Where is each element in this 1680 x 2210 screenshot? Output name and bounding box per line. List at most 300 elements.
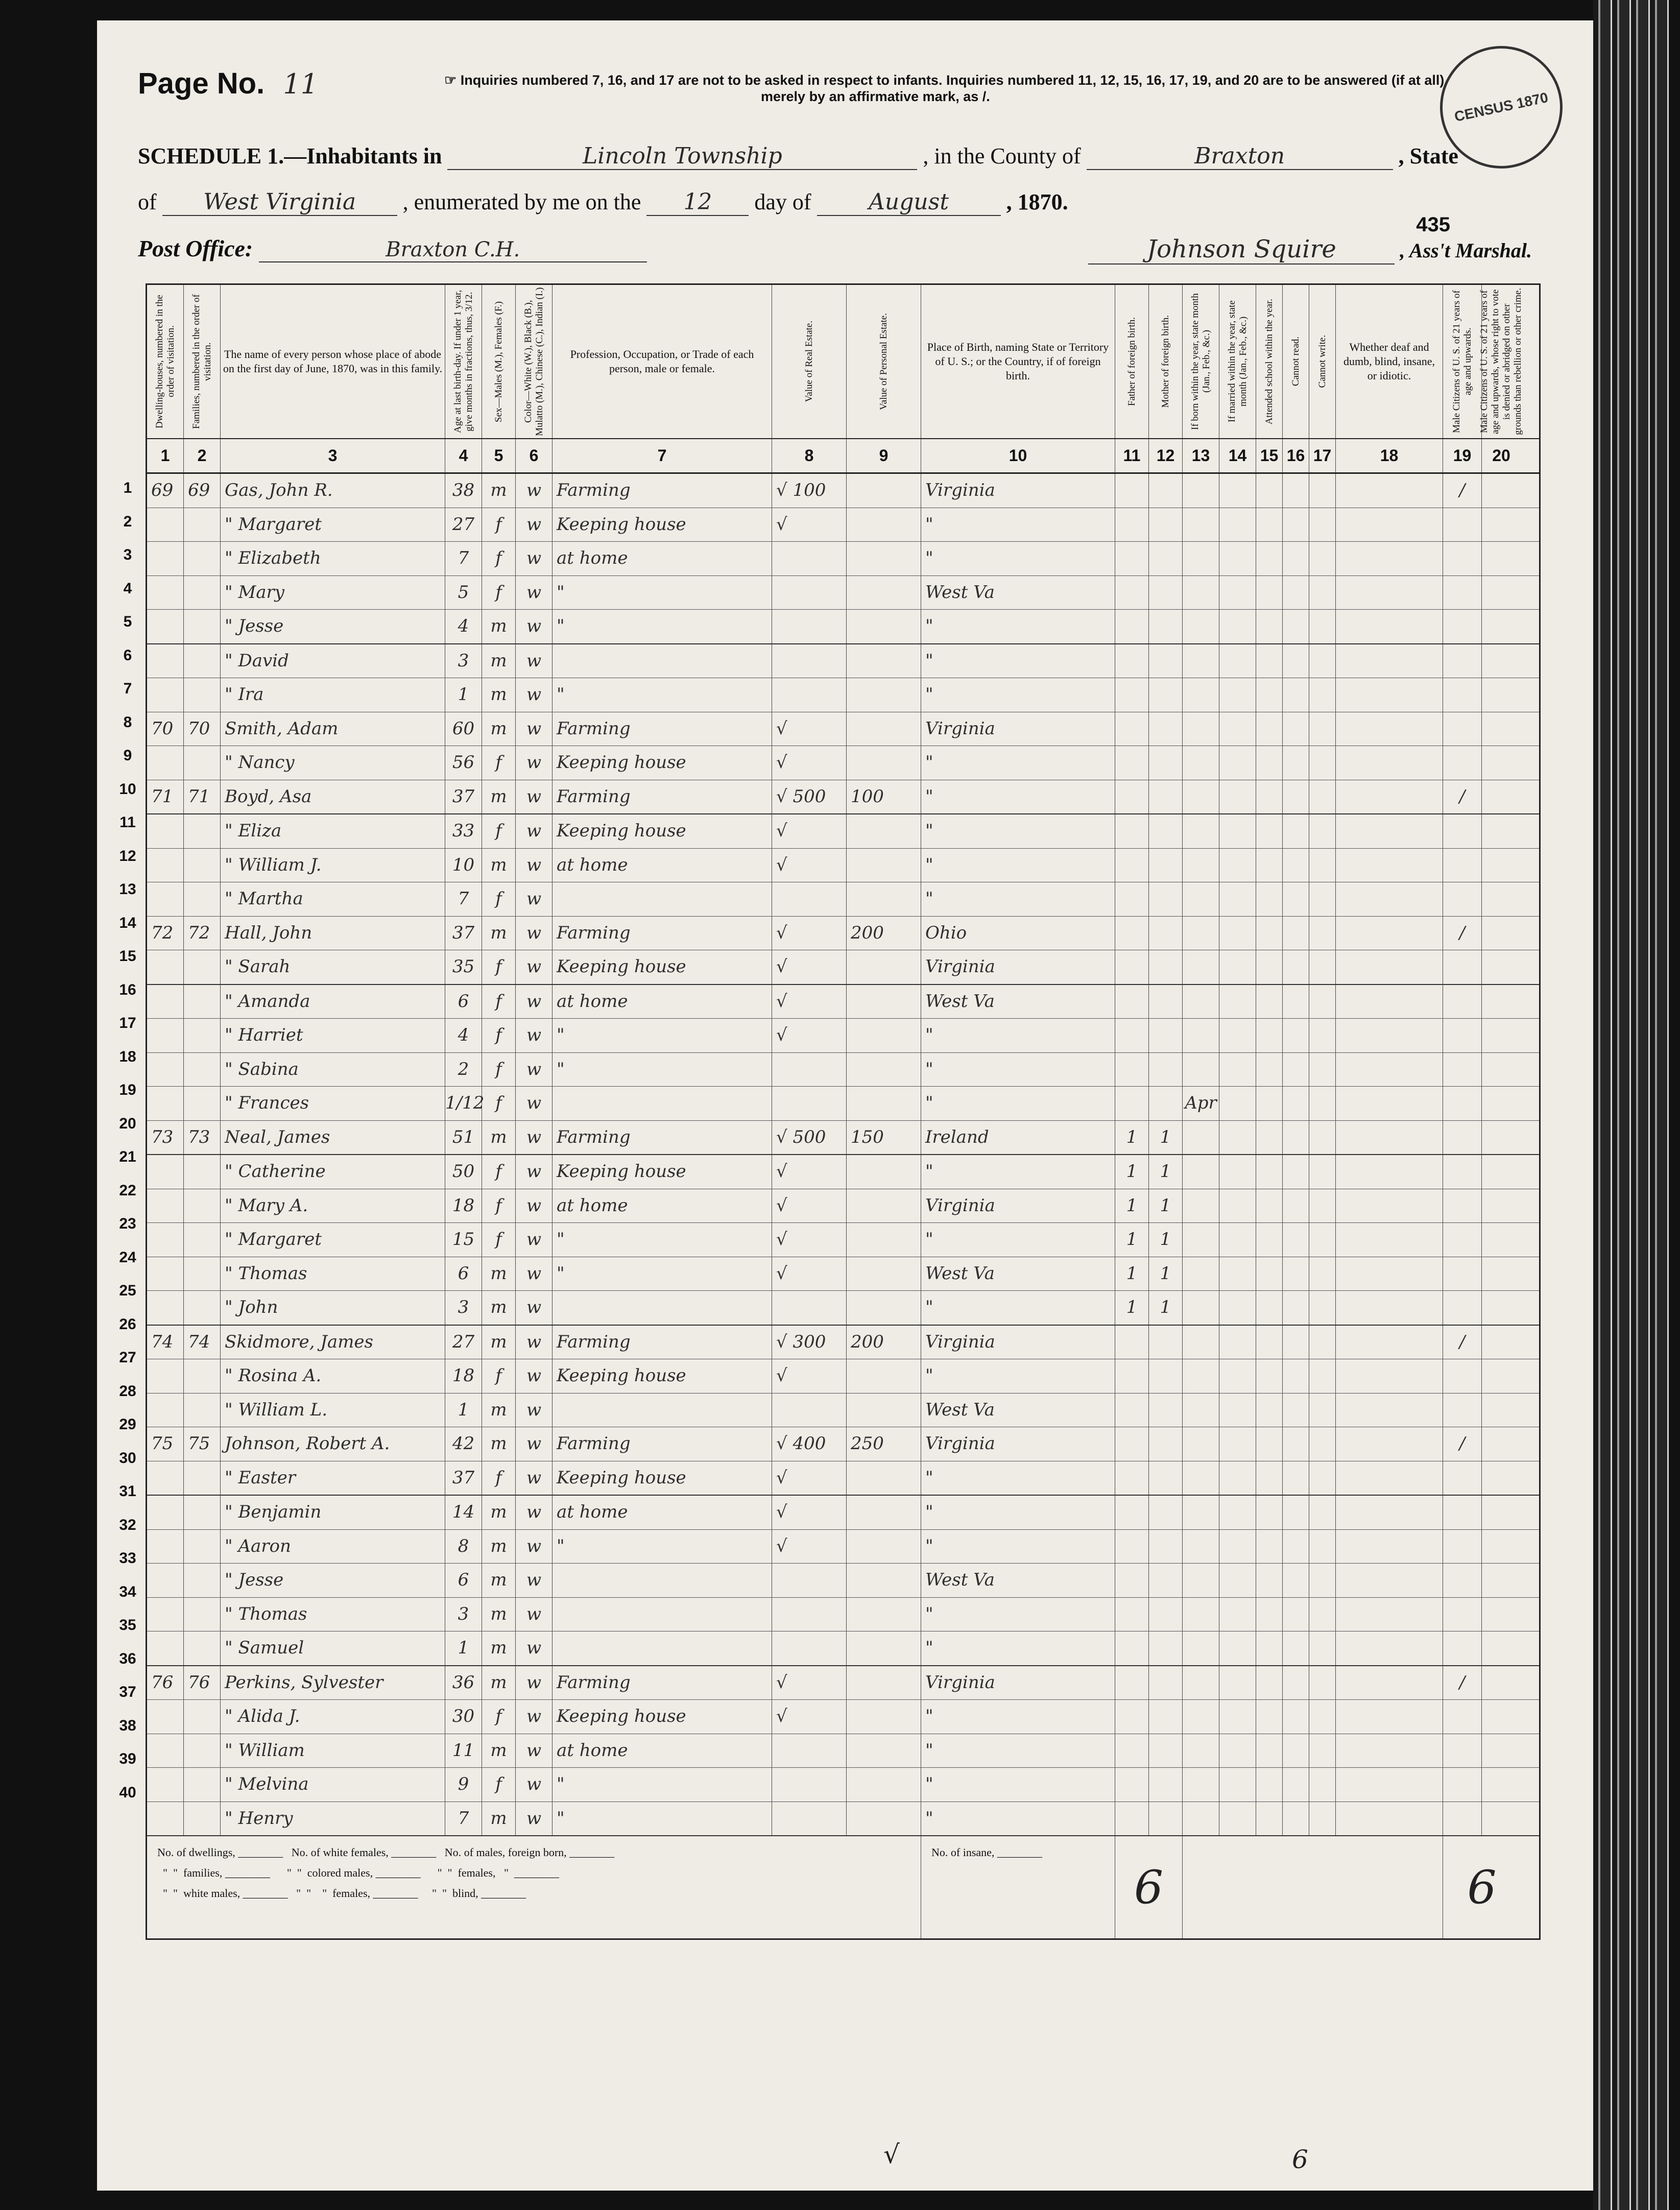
cell-2: [184, 1461, 221, 1495]
cell-3: " William L.: [221, 1394, 445, 1427]
cell-12: [1149, 474, 1183, 508]
cell-19: [1443, 1631, 1482, 1665]
cell-7: Farming: [553, 917, 772, 950]
cell-9: [847, 1257, 921, 1291]
cell-15: [1256, 1189, 1283, 1223]
cell-2: [184, 1734, 221, 1768]
cell-2: [184, 1564, 221, 1597]
cell-7: ": [553, 1223, 772, 1257]
cell-5: f: [482, 1019, 516, 1052]
cell-20: [1482, 1155, 1521, 1189]
cell-10: ": [921, 1734, 1115, 1768]
cell-16: [1283, 917, 1309, 950]
cell-4: 3: [445, 1598, 482, 1631]
cell-12: [1149, 1461, 1183, 1495]
cell-4: 14: [445, 1496, 482, 1529]
cell-8: [772, 1394, 847, 1427]
cell-2: 71: [184, 780, 221, 814]
cell-11: [1115, 576, 1149, 610]
cell-10: Virginia: [921, 712, 1115, 746]
row-number-left: 35: [119, 1617, 136, 1634]
cell-3: " Catherine: [221, 1155, 445, 1189]
cell-5: f: [482, 882, 516, 916]
table-row: [147, 814, 1539, 849]
cell-20: [1482, 1257, 1521, 1291]
cell-9: [847, 1019, 921, 1052]
table-row: [147, 1802, 1539, 1837]
cell-4: 18: [445, 1189, 482, 1223]
cell-18: [1336, 1598, 1443, 1631]
cell-2: [184, 1223, 221, 1257]
column-number-1: 1: [147, 439, 184, 472]
cell-19: /: [1443, 917, 1482, 950]
cell-15: [1256, 1631, 1283, 1665]
cell-20: [1482, 1326, 1521, 1359]
cell-7: at home: [553, 542, 772, 575]
cell-5: f: [482, 1053, 516, 1087]
cell-7: [553, 1631, 772, 1665]
cell-9: [847, 1700, 921, 1734]
cell-14: [1219, 1598, 1256, 1631]
cell-8: √: [772, 1189, 847, 1223]
cell-11: 1: [1115, 1223, 1149, 1257]
cell-5: m: [482, 780, 516, 814]
table-body: [147, 474, 1539, 1836]
column-header-label: Mother of foreign birth.: [1160, 315, 1171, 408]
cell-11: [1115, 1326, 1149, 1359]
cell-8: √: [772, 950, 847, 984]
cell-2: [184, 1530, 221, 1564]
cell-1: 76: [147, 1666, 184, 1700]
column-number-row: [147, 439, 1539, 474]
cell-9: [847, 1666, 921, 1700]
cell-18: [1336, 1121, 1443, 1155]
cell-10: Virginia: [921, 474, 1115, 508]
cell-20: [1482, 474, 1521, 508]
cell-3: Neal, James: [221, 1121, 445, 1155]
cell-1: 73: [147, 1121, 184, 1155]
cell-13: [1183, 917, 1219, 950]
table-row: [147, 1189, 1539, 1223]
footer-parent-tally: 6: [1115, 1836, 1183, 1938]
cell-15: [1256, 985, 1283, 1019]
post-office-field: Braxton C.H.: [259, 238, 647, 262]
cell-19: [1443, 1121, 1482, 1155]
cell-19: [1443, 1768, 1482, 1801]
cell-18: [1336, 746, 1443, 780]
cell-9: 100: [847, 780, 921, 814]
table-row: [147, 1359, 1539, 1394]
cell-16: [1283, 1019, 1309, 1052]
cell-3: " Melvina: [221, 1768, 445, 1801]
cell-7: ": [553, 678, 772, 712]
cell-10: ": [921, 1019, 1115, 1052]
cell-4: 8: [445, 1530, 482, 1564]
cell-5: m: [482, 474, 516, 508]
cell-5: f: [482, 1087, 516, 1120]
column-number-14: 14: [1219, 439, 1256, 472]
row-number-left: 19: [119, 1082, 136, 1098]
cell-12: [1149, 1700, 1183, 1734]
cell-4: 37: [445, 780, 482, 814]
cell-2: [184, 542, 221, 575]
cell-7: Keeping house: [553, 746, 772, 780]
cell-20: [1482, 1598, 1521, 1631]
row-number-left: 23: [119, 1215, 136, 1232]
cell-5: f: [482, 746, 516, 780]
column-header-label: Sex—Males (M.), Females (F.): [493, 301, 504, 422]
cell-19: [1443, 1087, 1482, 1120]
cell-5: m: [482, 1631, 516, 1665]
cell-18: [1336, 1734, 1443, 1768]
cell-14: [1219, 1768, 1256, 1801]
row-number-left: 3: [123, 546, 132, 563]
cell-16: [1283, 1053, 1309, 1087]
cell-2: [184, 678, 221, 712]
cell-7: at home: [553, 849, 772, 882]
cell-15: [1256, 542, 1283, 575]
column-header-label: Color—White (W.), Black (B.), Mulatto (M.), Chinese (C.), Indian (I.): [522, 287, 545, 436]
cell-2: [184, 1189, 221, 1223]
cell-12: [1149, 1666, 1183, 1700]
cell-12: [1149, 1530, 1183, 1564]
cell-19: [1443, 849, 1482, 882]
cell-9: [847, 1394, 921, 1427]
cell-4: 7: [445, 882, 482, 916]
cell-19: [1443, 1700, 1482, 1734]
row-number-left: 38: [119, 1717, 136, 1734]
cell-2: [184, 1359, 221, 1393]
column-header-7: [553, 285, 772, 438]
table-row: [147, 678, 1539, 712]
day-field: 12: [646, 189, 749, 216]
cell-20: [1482, 1121, 1521, 1155]
cell-18: [1336, 1087, 1443, 1120]
cell-9: [847, 1802, 921, 1836]
cell-15: [1256, 576, 1283, 610]
cell-14: [1219, 917, 1256, 950]
table-row: [147, 474, 1539, 508]
cell-5: m: [482, 712, 516, 746]
cell-4: 1/12: [445, 1087, 482, 1120]
cell-2: [184, 746, 221, 780]
footer-blank: [1183, 1836, 1443, 1938]
cell-11: [1115, 1461, 1149, 1495]
cell-16: [1283, 882, 1309, 916]
cell-9: [847, 814, 921, 848]
cell-5: f: [482, 1223, 516, 1257]
cell-16: [1283, 849, 1309, 882]
cell-13: [1183, 1768, 1219, 1801]
cell-10: ": [921, 746, 1115, 780]
cell-13: [1183, 1326, 1219, 1359]
table-row: [147, 1631, 1539, 1666]
cell-5: m: [482, 1291, 516, 1325]
cell-10: ": [921, 1530, 1115, 1564]
cell-5: m: [482, 610, 516, 643]
cell-19: [1443, 1530, 1482, 1564]
township-field: Lincoln Township: [447, 143, 917, 170]
cell-5: m: [482, 1530, 516, 1564]
cell-6: w: [516, 1326, 553, 1359]
cell-2: [184, 950, 221, 984]
cell-9: [847, 1768, 921, 1801]
cell-19: [1443, 1564, 1482, 1597]
cell-16: [1283, 508, 1309, 542]
cell-2: 72: [184, 917, 221, 950]
table-row: [147, 1121, 1539, 1156]
row-number-left: 26: [119, 1315, 136, 1333]
cell-16: [1283, 746, 1309, 780]
table-row: [147, 1053, 1539, 1087]
cell-16: [1283, 1291, 1309, 1325]
cell-7: Farming: [553, 712, 772, 746]
census-stamp: CENSUS 1870: [1429, 35, 1574, 180]
cell-19: [1443, 1189, 1482, 1223]
cell-3: " Aaron: [221, 1530, 445, 1564]
cell-11: [1115, 610, 1149, 643]
cell-5: f: [482, 1700, 516, 1734]
cell-14: [1219, 1257, 1256, 1291]
cell-1: [147, 814, 184, 848]
cell-18: [1336, 1496, 1443, 1529]
cell-3: " Ira: [221, 678, 445, 712]
cell-11: [1115, 1394, 1149, 1427]
cell-15: [1256, 474, 1283, 508]
cell-9: [847, 1155, 921, 1189]
cell-15: [1256, 882, 1283, 916]
column-header-label: Age at last birth-day. If under 1 year, give months in fractions, thus, 3/12.: [452, 290, 474, 434]
cell-1: [147, 950, 184, 984]
column-header-19: [1443, 285, 1482, 438]
cell-5: m: [482, 644, 516, 678]
cell-12: [1149, 1802, 1183, 1836]
cell-19: /: [1443, 1666, 1482, 1700]
column-header-1: [147, 285, 184, 438]
cell-1: [147, 542, 184, 575]
cell-14: [1219, 1666, 1256, 1700]
cell-11: [1115, 712, 1149, 746]
cell-10: Virginia: [921, 1189, 1115, 1223]
cell-20: [1482, 1394, 1521, 1427]
cell-17: [1309, 882, 1336, 916]
cell-6: w: [516, 644, 553, 678]
cell-4: 51: [445, 1121, 482, 1155]
row-number-left: 9: [123, 747, 132, 764]
cell-20: [1482, 1189, 1521, 1223]
cell-14: [1219, 1291, 1256, 1325]
cell-19: [1443, 1598, 1482, 1631]
cell-17: [1309, 1530, 1336, 1564]
cell-19: [1443, 1802, 1482, 1836]
cell-14: [1219, 950, 1256, 984]
cell-15: [1256, 1496, 1283, 1529]
cell-14: [1219, 780, 1256, 814]
cell-5: m: [482, 1598, 516, 1631]
cell-8: [772, 1564, 847, 1597]
cell-2: [184, 644, 221, 678]
cell-3: Perkins, Sylvester: [221, 1666, 445, 1700]
table-row: [147, 1461, 1539, 1496]
cell-4: 6: [445, 1257, 482, 1291]
cell-20: [1482, 712, 1521, 746]
cell-7: ": [553, 1053, 772, 1087]
column-header-12: [1149, 285, 1183, 438]
cell-1: 70: [147, 712, 184, 746]
cell-4: 36: [445, 1666, 482, 1700]
cell-1: [147, 1291, 184, 1325]
cell-4: 7: [445, 1802, 482, 1836]
cell-17: [1309, 1700, 1336, 1734]
cell-10: ": [921, 1087, 1115, 1120]
cell-10: ": [921, 542, 1115, 575]
table-row: [147, 1768, 1539, 1802]
column-header-label: Father of foreign birth.: [1126, 317, 1137, 406]
cell-9: [847, 1598, 921, 1631]
cell-1: [147, 1359, 184, 1393]
cell-10: ": [921, 1155, 1115, 1189]
cell-9: [847, 1291, 921, 1325]
cell-14: [1219, 1359, 1256, 1393]
cell-12: [1149, 1053, 1183, 1087]
row-number-left: 5: [123, 613, 132, 630]
table-row: [147, 644, 1539, 679]
cell-11: [1115, 1530, 1149, 1564]
column-header-label: Male Citizens of U. S. of 21 years of age and upwards, whose right to vote is denied or abridged on other grounds than rebellion or other crime.: [1479, 287, 1523, 436]
cell-19: [1443, 985, 1482, 1019]
cell-6: w: [516, 1427, 553, 1461]
cell-12: [1149, 610, 1183, 643]
cell-13: [1183, 1291, 1219, 1325]
cell-4: 30: [445, 1700, 482, 1734]
cell-2: [184, 1087, 221, 1120]
cell-12: [1149, 1598, 1183, 1631]
cell-20: [1482, 644, 1521, 678]
cell-6: w: [516, 1768, 553, 1801]
cell-9: [847, 1087, 921, 1120]
cell-11: 1: [1115, 1121, 1149, 1155]
cell-9: [847, 576, 921, 610]
cell-13: [1183, 1189, 1219, 1223]
cell-19: [1443, 1223, 1482, 1257]
cell-16: [1283, 644, 1309, 678]
table-row: [147, 1257, 1539, 1291]
row-number-left: 29: [119, 1416, 136, 1433]
cell-4: 42: [445, 1427, 482, 1461]
cell-2: 74: [184, 1326, 221, 1359]
cell-11: [1115, 849, 1149, 882]
cell-8: √: [772, 1257, 847, 1291]
row-number-left: 16: [119, 981, 136, 998]
cell-17: [1309, 1121, 1336, 1155]
cell-16: [1283, 610, 1309, 643]
cell-20: [1482, 1223, 1521, 1257]
cell-18: [1336, 950, 1443, 984]
cell-4: 4: [445, 610, 482, 643]
cell-18: [1336, 1700, 1443, 1734]
column-header-5: [482, 285, 516, 438]
column-header-label: Value of Personal Estate.: [878, 313, 889, 410]
cell-12: [1149, 1394, 1183, 1427]
cell-4: 2: [445, 1053, 482, 1087]
column-header-label: Dwelling-houses, numbered in the order of visitation.: [154, 295, 176, 428]
cell-10: ": [921, 1223, 1115, 1257]
cell-8: √: [772, 849, 847, 882]
cell-13: [1183, 542, 1219, 575]
cell-1: [147, 1598, 184, 1631]
cell-11: [1115, 678, 1149, 712]
cell-4: 1: [445, 1394, 482, 1427]
cell-8: √: [772, 1223, 847, 1257]
column-header-row: [147, 285, 1539, 439]
cell-18: [1336, 1768, 1443, 1801]
cell-14: [1219, 1394, 1256, 1427]
month-field: August: [817, 189, 1001, 216]
row-number-left: 15: [119, 948, 136, 965]
cell-6: w: [516, 712, 553, 746]
census-table: [146, 283, 1541, 1940]
cell-10: Virginia: [921, 1427, 1115, 1461]
column-number-18: 18: [1336, 439, 1443, 472]
cell-6: w: [516, 780, 553, 814]
table-row: [147, 576, 1539, 610]
cell-13: [1183, 1734, 1219, 1768]
cell-15: [1256, 1461, 1283, 1495]
row-number-left: 33: [119, 1550, 136, 1567]
cell-20: [1482, 1496, 1521, 1529]
cell-13: [1183, 1223, 1219, 1257]
column-header-label: Families, numbered in the order of visitation.: [190, 294, 213, 429]
cell-9: [847, 849, 921, 882]
cell-13: [1183, 950, 1219, 984]
cell-7: at home: [553, 1734, 772, 1768]
cell-10: West Va: [921, 1564, 1115, 1597]
column-number-3: 3: [221, 439, 445, 472]
cell-5: m: [482, 917, 516, 950]
cell-9: [847, 1189, 921, 1223]
cell-1: [147, 1530, 184, 1564]
cell-11: [1115, 1087, 1149, 1120]
cell-3: Smith, Adam: [221, 712, 445, 746]
cell-18: [1336, 1530, 1443, 1564]
cell-9: [847, 1053, 921, 1087]
cell-11: [1115, 1802, 1149, 1836]
cell-18: [1336, 1223, 1443, 1257]
cell-17: [1309, 1189, 1336, 1223]
cell-13: [1183, 1631, 1219, 1665]
cell-1: [147, 985, 184, 1019]
cell-13: [1183, 1496, 1219, 1529]
cell-2: [184, 814, 221, 848]
cell-5: f: [482, 508, 516, 542]
cell-11: 1: [1115, 1257, 1149, 1291]
cell-2: [184, 1631, 221, 1665]
cell-16: [1283, 542, 1309, 575]
row-number-left: 13: [119, 881, 136, 898]
cell-15: [1256, 1019, 1283, 1052]
footer-row: [147, 1836, 1539, 1938]
cell-19: [1443, 508, 1482, 542]
cell-20: [1482, 1734, 1521, 1768]
cell-11: [1115, 1734, 1149, 1768]
table-row: [147, 1700, 1539, 1734]
cell-11: [1115, 950, 1149, 984]
table-row: [147, 1223, 1539, 1257]
column-header-2: [184, 285, 221, 438]
table-row: [147, 1427, 1539, 1461]
cell-6: w: [516, 474, 553, 508]
cell-14: [1219, 508, 1256, 542]
